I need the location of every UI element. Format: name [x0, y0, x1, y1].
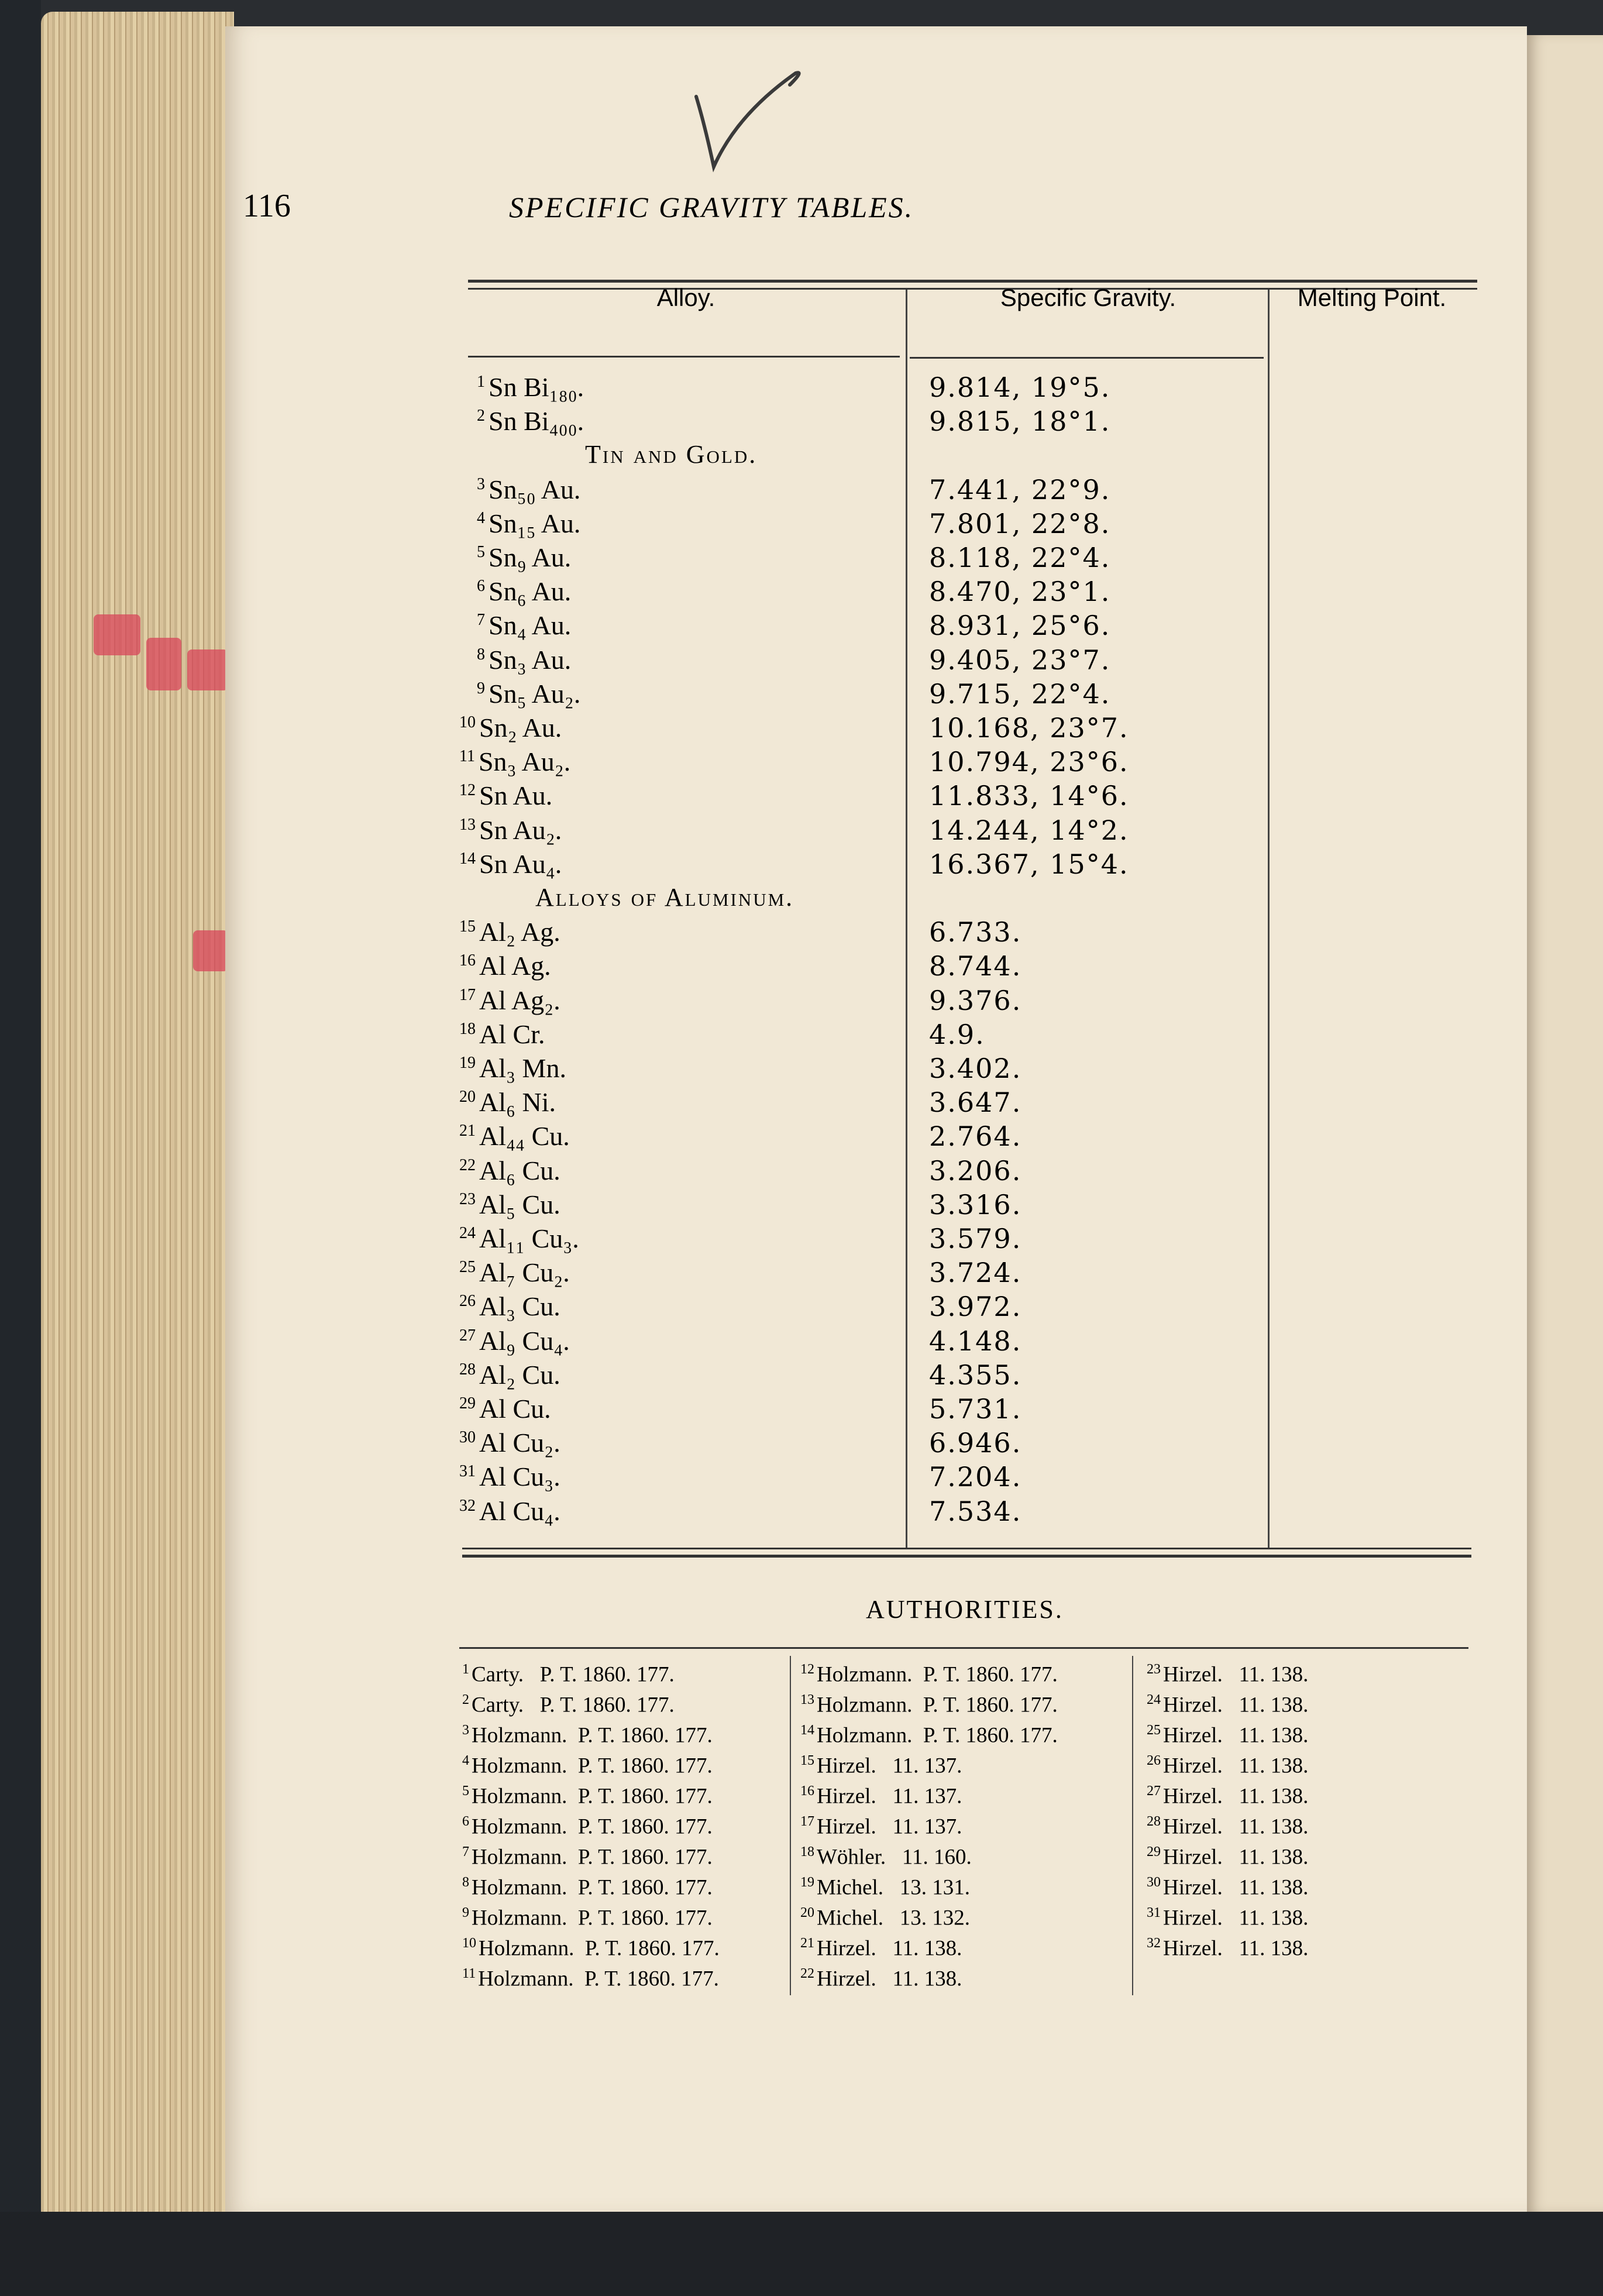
specific-gravity-value: 3.402. [929, 1053, 1022, 1084]
specific-gravity-value: 3.206. [929, 1155, 1022, 1187]
footnote-number: 15 [800, 1753, 814, 1768]
specific-gravity-value: 3.316. [929, 1189, 1022, 1221]
authority-entry [462, 1753, 713, 1782]
authority-entry [462, 1723, 713, 1752]
authority-entry [1147, 1875, 1308, 1904]
authority-entry [800, 1662, 1058, 1691]
column-header-alloy: Alloy. [656, 284, 715, 311]
authority-citation: Hirzel. 11. 137. [817, 1814, 962, 1839]
footnote-number: 31 [1147, 1905, 1161, 1920]
authority-entry [1147, 1753, 1308, 1782]
red-stain [187, 649, 228, 690]
footnote-number: 13 [459, 815, 476, 834]
footnote-number: 25 [1147, 1723, 1161, 1738]
footnote-number: 18 [800, 1844, 814, 1860]
specific-gravity-value: 3.724. [929, 1257, 1022, 1288]
authority-citation: Hirzel. 11. 138. [1163, 1754, 1309, 1778]
authority-citation: Holzmann. P. T. 1860. 177. [479, 1936, 720, 1961]
authority-citation: Hirzel. 11. 138. [1163, 1936, 1309, 1961]
red-stain [146, 638, 181, 690]
alloy-formula: Al Ag. [479, 951, 551, 981]
alloy-formula: Sn Au₄. [479, 849, 562, 879]
running-title: SPECIFIC GRAVITY TABLES. [509, 191, 914, 224]
footnote-number: 29 [1147, 1844, 1161, 1860]
footnote-number: 28 [459, 1360, 476, 1379]
footnote-number: 10 [462, 1936, 476, 1951]
footnote-number: 1 [477, 372, 485, 391]
footnote-number: 19 [459, 1053, 476, 1072]
footnote-number: 23 [1147, 1662, 1161, 1677]
authority-entry [800, 1814, 962, 1843]
authority-entry [462, 1844, 713, 1874]
footnote-number: 16 [800, 1783, 814, 1799]
footnote-number: 27 [1147, 1783, 1161, 1799]
footnote-number: 8 [462, 1875, 469, 1890]
alloy-formula: Al Cu₄. [479, 1496, 560, 1526]
alloy-formula: Al₃ Mn. [479, 1053, 566, 1083]
footnote-number: 21 [459, 1121, 476, 1140]
alloy-formula: Sn Bi₁₈₀. [489, 372, 584, 402]
footnote-number: 23 [459, 1190, 476, 1208]
handwritten-checkmark-icon [679, 61, 889, 190]
alloy-formula: Al₄₄ Cu. [479, 1121, 570, 1151]
specific-gravity-value: 3.972. [929, 1291, 1022, 1322]
alloy-formula: Al₆ Ni. [479, 1087, 556, 1117]
authority-citation: Holzmann. P. T. 1860. 177. [472, 1875, 713, 1900]
alloy-formula: Sn₁₅ Au. [489, 508, 581, 538]
footnote-number: 10 [459, 713, 476, 731]
authority-citation: Holzmann. P. T. 1860. 177. [817, 1662, 1058, 1687]
authority-entry [800, 1905, 970, 1934]
footnote-number: 5 [462, 1783, 469, 1799]
authorities-rule [459, 1647, 1468, 1649]
authority-entry [800, 1875, 970, 1904]
specific-gravity-value: 10.794, 23°6. [929, 746, 1129, 778]
authority-entry [800, 1936, 962, 1965]
footnote-number: 11 [462, 1966, 476, 1981]
footnote-number: 15 [459, 917, 476, 936]
specific-gravity-value: 11.833, 14°6. [929, 780, 1129, 812]
authority-entry [800, 1692, 1058, 1721]
authority-citation: Hirzel. 11. 137. [817, 1754, 962, 1778]
specific-gravity-value: 14.244, 14°2. [929, 814, 1129, 846]
footnote-number: 8 [477, 645, 485, 664]
footnote-number: 21 [800, 1936, 814, 1951]
authority-citation: Michel. 13. 132. [817, 1906, 971, 1930]
authority-entry [1147, 1844, 1308, 1874]
authority-citation: Holzmann. P. T. 1860. 177. [472, 1845, 713, 1869]
alloy-formula: Sn₅ Au₂. [489, 679, 581, 709]
specific-gravity-value: 6.946. [929, 1427, 1022, 1459]
column-divider [1268, 290, 1270, 1548]
authority-citation: Holzmann. P. T. 1860. 177. [478, 1967, 719, 1991]
footnote-number: 31 [459, 1462, 476, 1480]
footnote-number: 30 [459, 1428, 476, 1446]
alloy-formula: Al Cu. [479, 1394, 551, 1424]
authority-entry [462, 1814, 713, 1843]
authority-entry [800, 1723, 1058, 1752]
authority-citation: Hirzel. 11. 138. [1163, 1693, 1309, 1717]
authority-citation: Hirzel. 11. 138. [1163, 1723, 1309, 1748]
authority-entry [462, 1966, 719, 1995]
specific-gravity-value: 8.470, 23°1. [929, 576, 1111, 607]
footnote-number: 7 [462, 1844, 469, 1860]
footnote-number: 1 [462, 1662, 469, 1677]
alloy-formula: Al₃ Cu. [479, 1291, 560, 1321]
authority-entry [800, 1844, 972, 1874]
facing-page [1527, 35, 1603, 2212]
footnote-number: 9 [477, 679, 485, 697]
specific-gravity-value: 9.814, 19°5. [929, 372, 1111, 403]
footnote-number: 28 [1147, 1814, 1161, 1829]
specific-gravity-value: 7.801, 22°8. [929, 508, 1111, 539]
footnote-number: 2 [462, 1692, 469, 1707]
specific-gravity-value: 4.355. [929, 1359, 1022, 1391]
red-stain [94, 614, 140, 655]
footnote-number: 17 [800, 1814, 814, 1829]
footnote-number: 20 [800, 1905, 814, 1920]
footnote-number: 18 [459, 1019, 476, 1038]
book-cover-bottom [0, 2212, 1603, 2296]
authority-citation: Hirzel. 11. 138. [817, 1936, 962, 1961]
authority-citation: Carty. P. T. 1860. 177. [472, 1693, 675, 1717]
specific-gravity-value: 8.744. [929, 950, 1022, 982]
authorities-title: AUTHORITIES. [866, 1595, 1064, 1624]
authority-citation: Hirzel. 11. 138. [1163, 1814, 1309, 1839]
authority-entry [462, 1692, 675, 1721]
footnote-number: 7 [477, 610, 485, 629]
alloy-formula: Al Cu₃. [479, 1462, 560, 1491]
specific-gravity-value: 4.9. [929, 1019, 985, 1050]
authority-citation: Hirzel. 11. 138. [817, 1967, 962, 1991]
section-heading: Tin and Gold. [585, 440, 758, 469]
specific-gravity-value: 4.148. [929, 1325, 1022, 1357]
specific-gravity-value: 7.204. [929, 1461, 1022, 1493]
footnote-number: 26 [1147, 1753, 1161, 1768]
footnote-number: 24 [1147, 1692, 1161, 1707]
alloy-formula: Sn₅₀ Au. [489, 475, 581, 504]
alloy-formula: Al₇ Cu₂. [479, 1257, 570, 1287]
footnote-number: 3 [462, 1723, 469, 1738]
footnote-number: 12 [800, 1662, 814, 1677]
authority-citation: Holzmann. P. T. 1860. 177. [472, 1906, 713, 1930]
footnote-number: 19 [800, 1875, 814, 1890]
authority-entry [1147, 1905, 1308, 1934]
authority-entry [1147, 1692, 1308, 1721]
authority-entry [462, 1936, 720, 1965]
footnote-number: 22 [800, 1966, 814, 1981]
authorities-column-divider [790, 1656, 791, 1995]
specific-gravity-value: 8.118, 22°4. [929, 542, 1111, 573]
table-bottom-rule [462, 1555, 1471, 1558]
authority-citation: Holzmann. P. T. 1860. 177. [817, 1723, 1058, 1748]
authority-entry [462, 1905, 713, 1934]
authority-entry [462, 1875, 713, 1904]
specific-gravity-value: 9.405, 23°7. [929, 644, 1111, 676]
alloy-formula: Al₅ Cu. [479, 1190, 560, 1219]
authority-citation: Hirzel. 11. 138. [1163, 1784, 1309, 1809]
header-rule [910, 357, 1264, 359]
table-bottom-rule-thin [462, 1548, 1471, 1549]
authority-citation: Holzmann. P. T. 1860. 177. [472, 1814, 713, 1839]
alloy-formula: Al₆ Cu. [479, 1156, 560, 1185]
authority-citation: Hirzel. 11. 137. [817, 1784, 962, 1809]
footnote-number: 22 [459, 1156, 476, 1174]
authority-citation: Michel. 13. 131. [817, 1875, 971, 1900]
alloy-formula: Sn Au₂. [479, 815, 562, 845]
authorities-column-divider [1132, 1656, 1133, 1995]
book-cover-edge [0, 0, 41, 2296]
authority-citation: Carty. P. T. 1860. 177. [472, 1662, 675, 1687]
authority-citation: Hirzel. 11. 138. [1163, 1875, 1309, 1900]
authority-entry [800, 1783, 962, 1813]
alloy-formula: Sn₉ Au. [489, 542, 572, 572]
footnote-number: 4 [462, 1753, 469, 1768]
authority-citation: Holzmann. P. T. 1860. 177. [472, 1723, 713, 1748]
footnote-number: 6 [462, 1814, 469, 1829]
authority-entry [1147, 1814, 1308, 1843]
specific-gravity-value: 9.815, 18°1. [929, 405, 1111, 437]
footnote-number: 29 [459, 1394, 476, 1412]
alloy-formula: Sn₃ Au. [489, 645, 572, 675]
section-heading: Alloys of Aluminum. [535, 883, 794, 912]
authority-entry [1147, 1936, 1308, 1965]
table-top-rule [468, 280, 1477, 283]
footnote-number: 26 [459, 1291, 476, 1310]
footnote-number: 13 [800, 1692, 814, 1707]
alloy-formula: Sn₂ Au. [479, 713, 562, 743]
footnote-number: 32 [459, 1496, 476, 1515]
footnote-number: 14 [459, 849, 476, 868]
specific-gravity-value: 9.376. [929, 985, 1022, 1016]
red-stain [193, 930, 228, 971]
authority-entry [1147, 1662, 1308, 1691]
specific-gravity-value: 7.441, 22°9. [929, 474, 1111, 506]
authority-entry [462, 1662, 675, 1691]
column-header-melting-point: Melting Point. [1297, 284, 1447, 311]
alloy-formula: Al Ag₂. [479, 985, 560, 1015]
page-edges [41, 12, 234, 2223]
page-number: 116 [243, 188, 291, 224]
specific-gravity-value: 3.579. [929, 1223, 1022, 1254]
alloy-formula: Sn₃ Au₂. [478, 747, 571, 776]
authority-entry [800, 1966, 962, 1995]
alloy-formula: Al Cu₂. [479, 1428, 560, 1458]
footnote-number: 12 [459, 781, 476, 799]
specific-gravity-value: 10.168, 23°7. [929, 712, 1129, 744]
column-header-specific-gravity: Specific Gravity. [1000, 284, 1177, 311]
header-rule [468, 356, 900, 358]
alloy-formula: Sn₄ Au. [489, 610, 572, 640]
footnote-number: 30 [1147, 1875, 1161, 1890]
specific-gravity-value: 2.764. [929, 1120, 1022, 1152]
authority-citation: Holzmann. P. T. 1860. 177. [817, 1693, 1058, 1717]
footnote-number: 27 [459, 1326, 476, 1345]
alloy-formula: Al₂ Cu. [479, 1360, 560, 1390]
alloy-formula: Al₁₁ Cu₃. [479, 1223, 579, 1253]
specific-gravity-value: 8.931, 25°6. [929, 610, 1111, 641]
specific-gravity-value: 3.647. [929, 1087, 1022, 1118]
footnote-number: 6 [477, 576, 485, 595]
footnote-number: 25 [459, 1257, 476, 1276]
authority-citation: Holzmann. P. T. 1860. 177. [472, 1754, 713, 1778]
authority-citation: Hirzel. 11. 138. [1163, 1662, 1309, 1687]
authority-citation: Wöhler. 11. 160. [817, 1845, 972, 1869]
authority-entry [1147, 1783, 1308, 1813]
authority-citation: Hirzel. 11. 138. [1163, 1845, 1309, 1869]
footnote-number: 5 [477, 542, 485, 561]
alloy-formula: Sn₆ Au. [489, 576, 572, 606]
specific-gravity-value: 16.367, 15°4. [929, 848, 1129, 880]
alloy-formula: Al Cr. [479, 1019, 545, 1049]
alloy-formula: Sn Bi₄₀₀. [489, 406, 584, 436]
footnote-number: 32 [1147, 1936, 1161, 1951]
specific-gravity-value: 9.715, 22°4. [929, 678, 1111, 710]
alloy-formula: Al₂ Ag. [479, 917, 560, 947]
footnote-number: 14 [800, 1723, 814, 1738]
footnote-number: 9 [462, 1905, 469, 1920]
authority-entry [462, 1783, 713, 1813]
authority-citation: Holzmann. P. T. 1860. 177. [472, 1784, 713, 1809]
footnote-number: 20 [459, 1087, 476, 1106]
specific-gravity-value: 5.731. [929, 1393, 1022, 1425]
alloy-formula: Al₉ Cu₄. [479, 1326, 570, 1356]
specific-gravity-value: 7.534. [929, 1496, 1022, 1527]
alloy-formula: Sn Au. [479, 781, 553, 810]
authority-citation: Hirzel. 11. 138. [1163, 1906, 1309, 1930]
footnote-number: 16 [459, 951, 476, 970]
footnote-number: 11 [459, 747, 475, 765]
specific-gravity-value: 6.733. [929, 916, 1022, 948]
footnote-number: 17 [459, 985, 476, 1004]
footnote-number: 24 [459, 1223, 476, 1242]
authority-entry [1147, 1723, 1308, 1752]
authority-entry [800, 1753, 962, 1782]
footnote-number: 2 [477, 406, 485, 425]
footnote-number: 3 [477, 475, 485, 493]
footnote-number: 4 [477, 508, 485, 527]
